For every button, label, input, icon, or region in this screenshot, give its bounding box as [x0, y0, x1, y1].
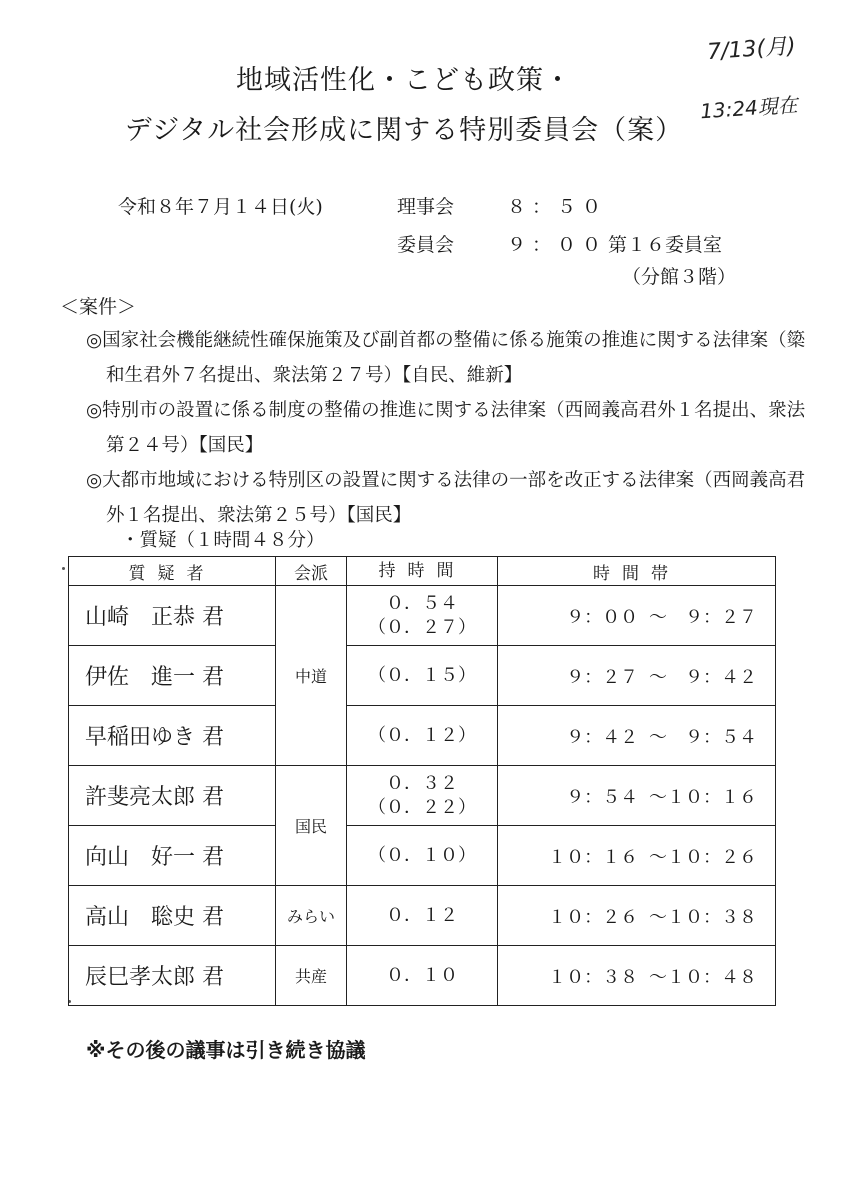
agenda-item-1: ◎国家社会機能継続性確保施策及び副首都の整備に係る施策の推進に関する法律案（簗和生君外７名提出、衆法第２７号）【自民、維新】 — [86, 330, 806, 386]
footnote: ※その後の議事は引き続き協議 — [86, 1038, 366, 1062]
time-slot: ９：００ ～ ９：２７ — [498, 586, 776, 646]
allotted-time-answer: （０．２２） — [368, 796, 476, 818]
party-cell: 国民 — [276, 766, 347, 886]
committee-meeting-label: 委員会 — [397, 234, 455, 256]
questioner-name: 許斐亮太郎 君 — [69, 766, 276, 826]
meeting-date: 令和８年７月１４日(火) — [118, 196, 323, 218]
board-meeting-label: 理事会 — [397, 196, 455, 218]
party-cell: 共産 — [276, 946, 347, 1006]
questioner-name: 早稲田ゆき 君 — [69, 706, 276, 766]
meeting-room: 第１６委員室 — [608, 234, 723, 256]
questioner-name: 山崎 正恭 君 — [69, 586, 276, 646]
allotted-time-total: ０．５４ — [386, 592, 458, 614]
time-slot: １０：１６ ～１０：２６ — [498, 826, 776, 886]
table-row — [69, 826, 776, 886]
agenda-item-2: ◎特別市の設置に係る制度の整備の推進に関する法律案（西岡義高君外１名提出、衆法第２４号）【国民】 — [86, 400, 806, 456]
allotted-time-cell: （０．１２） — [347, 706, 498, 766]
questioner-name: 向山 好一 君 — [69, 826, 276, 886]
agenda-header: ＜案件＞ — [60, 296, 137, 318]
board-meeting-time: ８：５０ — [507, 196, 608, 218]
questioner-schedule-table — [68, 556, 776, 1006]
time-slot: １０：２６ ～１０：３８ — [498, 886, 776, 946]
header-party: 会派 — [276, 557, 347, 586]
allotted-time-cell — [347, 766, 498, 826]
document-title-line-2: デジタル社会形成に関する特別委員会（案） — [124, 115, 684, 146]
time-slot: ９：２７ ～ ９：４２ — [498, 646, 776, 706]
scan-speck — [62, 567, 65, 570]
table-row — [69, 646, 776, 706]
time-slot: ９：４２ ～ ９：５４ — [498, 706, 776, 766]
header-questioner: 質疑者 — [128, 563, 216, 584]
allotted-time-answer: （０．２７） — [368, 616, 476, 638]
handwritten-time-note: 13:24現在 — [699, 92, 799, 124]
allotted-time-total: ０．３２ — [386, 772, 458, 794]
document-title-line-1: 地域活性化・こども政策・ — [236, 65, 572, 96]
allotted-time-cell: （０．１５） — [347, 646, 498, 706]
allotted-time-cell: ０．１２ — [347, 886, 498, 946]
allotted-time-cell: ０．１０ — [347, 946, 498, 1006]
allotted-time-cell: （０．１０） — [347, 826, 498, 886]
table-header-row — [69, 557, 776, 586]
table-row — [69, 706, 776, 766]
meeting-building: （分館３階） — [622, 266, 737, 288]
header-allotted-time: 持時間 — [378, 561, 466, 581]
committee-meeting-time: ９：００ — [507, 234, 608, 256]
handwritten-date-note: 7/13(月) — [706, 33, 797, 66]
questioner-name: 伊佐 進一 君 — [69, 646, 276, 706]
header-time-slot: 時間帯 — [593, 563, 680, 584]
time-slot: １０：３８ ～１０：４８ — [498, 946, 776, 1006]
agenda-subitem-questioning: ・質疑（１時間４８分） — [121, 530, 325, 551]
allotted-time-cell — [347, 586, 498, 646]
table-row — [69, 886, 776, 946]
questioner-name: 辰巳孝太郎 君 — [69, 946, 276, 1006]
time-slot: ９：５４ ～１０：１６ — [498, 766, 776, 826]
questioner-name: 高山 聡史 君 — [69, 886, 276, 946]
table-row — [69, 766, 776, 826]
table-row — [69, 586, 776, 646]
agenda-item-3: ◎大都市地域における特別区の設置に関する法律の一部を改正する法律案（西岡義高君外１名提出、衆法第２５号）【国民】 — [86, 470, 806, 526]
table-row — [69, 946, 776, 1006]
party-cell: みらい — [276, 886, 347, 946]
party-cell: 中道 — [276, 586, 347, 766]
